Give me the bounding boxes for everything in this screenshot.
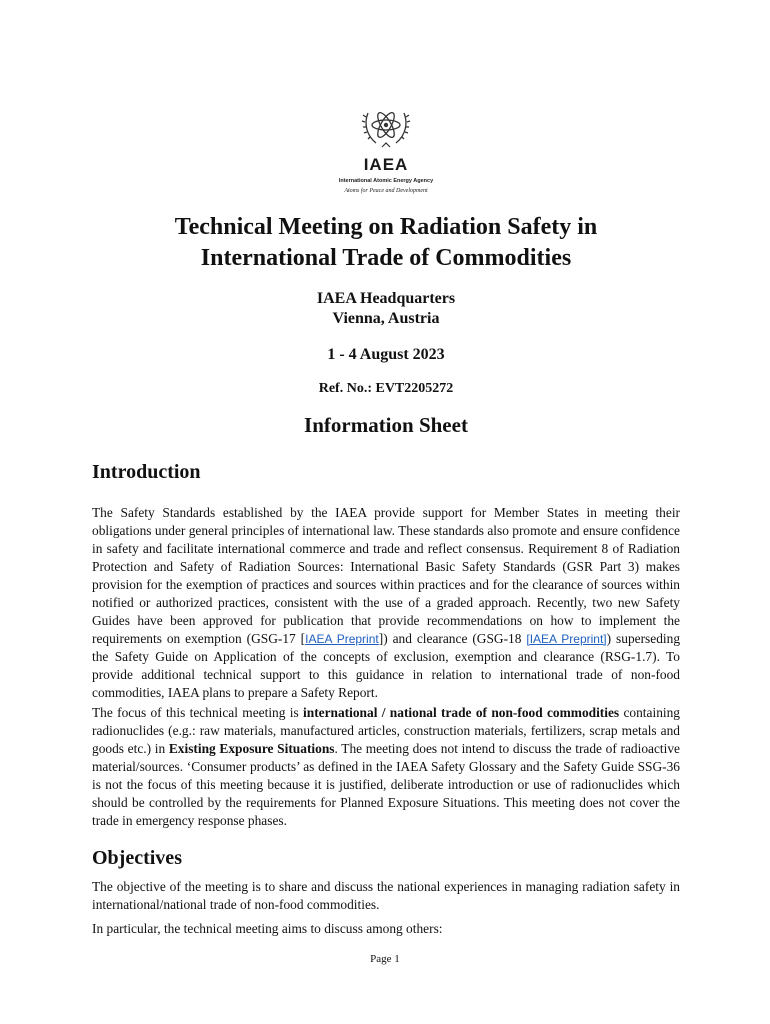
exposure-situation-term: Existing Exposure Situations [168,741,335,756]
atom-emblem-icon [360,105,412,153]
introduction-heading: Introduction [92,461,201,483]
logo-full-name: International Atomic Energy Agency [338,178,434,184]
gsg18-preprint-link[interactable]: [IAEA Preprint] [526,632,607,646]
logo-name: IAEA [363,155,409,174]
gsg17-preprint-link[interactable]: IAEA Preprint [305,632,379,646]
objectives-paragraph-2: In particular, the technical meeting aims to discuss among others: [92,921,443,936]
page-number: Page 1 [370,953,400,965]
document-title [92,212,680,274]
objectives-heading: Objectives [92,847,182,869]
venue-line-1: IAEA Headquarters [316,290,456,307]
logo-motto: Atoms for Peace and Development [344,188,428,194]
title-line-1: Technical Meeting on Radiation Safety in [174,214,598,240]
iaea-logo [330,105,442,197]
venue-line-2: Vienna, Austria [332,310,440,327]
introduction-paragraph-2: The focus of this technical meeting is international / national trade of non-food commodities containing radionuclides (e.g.: raw materials, manufactured articles, construction materials, fertilizers, scrap metals and goods etc.) in Existing Exposure Situations. The meeting does not intend to discuss the trade of radioactive material/sources. ‘Consumer products’ as defined in the IAEA Safety Glossary and the Safety Guide SSG-36 is not the focus of this meeting because it is justified, deliberate introduction or use of radionuclides which should be controlled by the requirements for Planned Exposure Situations. This meeting does not cover the trade in emergency response phases. [92,705,680,828]
information-sheet-heading: Information Sheet [304,413,468,437]
objectives-paragraph-1: The objective of the meeting is to share and discuss the national experiences in managing radiation safety in international/national trade of non-food commodities. [92,879,680,912]
reference-number: Ref. No.: EVT2205272 [318,381,454,396]
focus-topic: international / national trade of non-food commodities [303,705,620,720]
meeting-date: 1 - 4 August 2023 [327,346,445,363]
introduction-paragraph-1: The Safety Standards established by the IAEA provide support for Member States in meeting their obligations under general principles of international law. These standards also promote and ensure confidence in safety and facilitate international commerce and trade and reflect consensus. Requirement 8 of Radiation Protection and Safety of Radiation Sources: International Basic Safety Standards (GSR Part 3) makes provision for the exemption of practices and sources within practices and for the clearance of sources within notified or authorized practices, consistent with the use of a graded approach. Recently, two new Safety Guides have been approved for publication that provide recommendations on how to implement the requirements on exemption (GSG-17 [IAEA Preprint]) and clearance (GSG-18 [IAEA Preprint]) superseding the Safety Guide on Application of the concepts of exclusion, exemption and clearance (RSG-1.7). To provide additional technical support to this guidance in relation to international trade of non-food commodities, IAEA plans to prepare a Safety Report. [92,505,681,700]
title-line-2: International Trade of Commodities [200,245,572,271]
